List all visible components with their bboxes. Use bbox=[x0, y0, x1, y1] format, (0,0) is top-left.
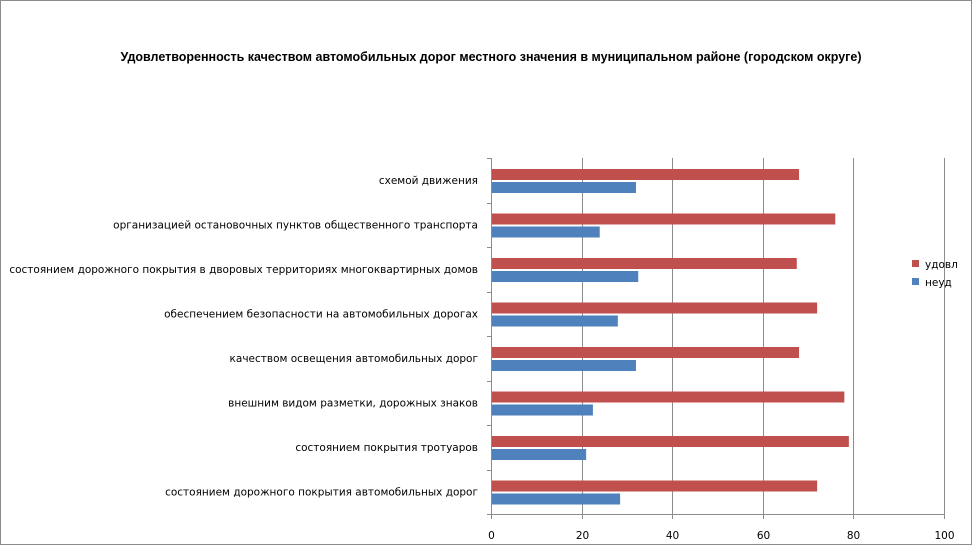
x-tick-label: 0 bbox=[488, 530, 495, 542]
bar-neud bbox=[492, 494, 620, 505]
category-label: качеством освещения автомобильных дорог bbox=[229, 353, 478, 365]
bar-udovl bbox=[492, 347, 799, 358]
legend-swatch bbox=[912, 260, 919, 267]
x-tick-label: 80 bbox=[846, 530, 861, 542]
bar-neud bbox=[492, 182, 636, 193]
bar-udovl bbox=[492, 436, 849, 447]
category-label: состоянием дорожного покрытия автомобильных дорог bbox=[165, 486, 478, 499]
x-tick-label: 40 bbox=[665, 530, 680, 542]
bar-udovl bbox=[492, 214, 835, 225]
bar-neud bbox=[492, 316, 618, 327]
category-label: внешним видом разметки, дорожных знаков bbox=[228, 397, 478, 410]
legend-label: удовл bbox=[925, 259, 958, 271]
bar-udovl bbox=[492, 169, 799, 180]
bar-neud bbox=[492, 360, 636, 371]
category-label: организацией остановочных пунктов общественного транспорта bbox=[113, 219, 478, 232]
legend-swatch bbox=[912, 278, 919, 285]
chart-title: Удовлетворенность качеством автомобильных дорог местного значения в муниципальном районе (городском округе) bbox=[120, 50, 862, 64]
category-label: состоянием покрытия тротуаров bbox=[295, 442, 478, 454]
x-tick-label: 20 bbox=[575, 530, 590, 542]
bar-udovl bbox=[492, 481, 817, 492]
bar-udovl bbox=[492, 258, 797, 269]
bar-udovl bbox=[492, 303, 817, 314]
bar-neud bbox=[492, 405, 593, 416]
category-label: состоянием дорожного покрытия в дворовых территориях многоквартирных домов bbox=[9, 264, 478, 276]
category-label: обеспечением безопасности на автомобильных дорогах bbox=[164, 308, 478, 321]
legend-label: неуд bbox=[925, 277, 952, 289]
x-tick-label: 100 bbox=[934, 530, 955, 542]
bar-neud bbox=[492, 449, 586, 460]
category-label: схемой движения bbox=[378, 175, 478, 187]
bar-udovl bbox=[492, 392, 844, 403]
x-tick-label: 60 bbox=[756, 530, 771, 542]
bar-neud bbox=[492, 271, 638, 282]
bar-neud bbox=[492, 227, 600, 238]
